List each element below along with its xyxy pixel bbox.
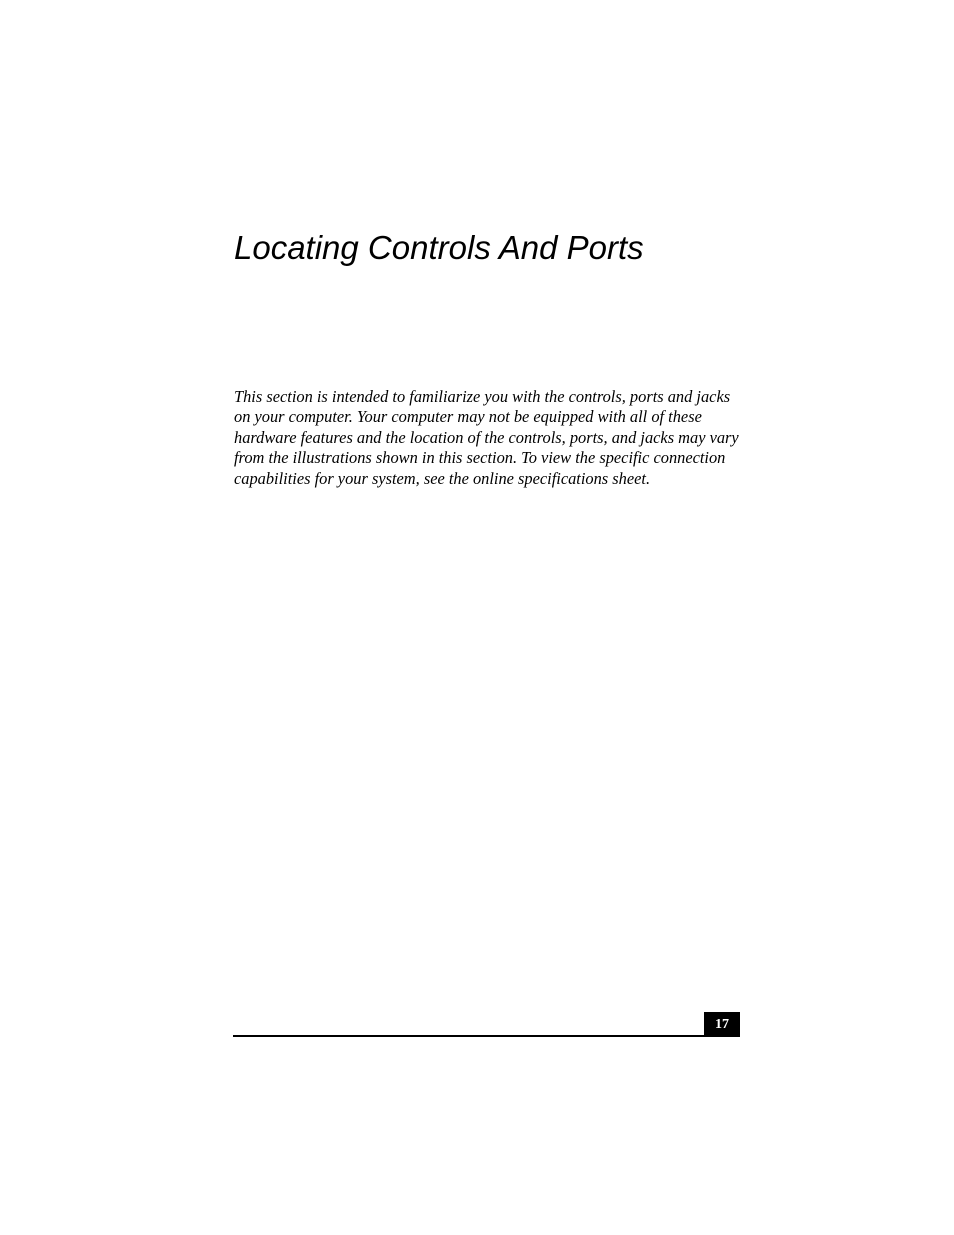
page-number-badge xyxy=(704,1012,740,1037)
page-number: 17 xyxy=(715,1016,729,1032)
intro-paragraph: This section is intended to familiarize you with the controls, ports and jacks on your computer. Your computer may not be equipped with all of these hardware features and the location of the controls, ports, and jacks may vary from the illustrations shown in this section. To view the specific connection capabilities for your system, see the online specifications sheet. xyxy=(234,387,739,488)
footer-rule xyxy=(233,1035,740,1037)
page-title: Locating Controls And Ports xyxy=(234,229,644,266)
